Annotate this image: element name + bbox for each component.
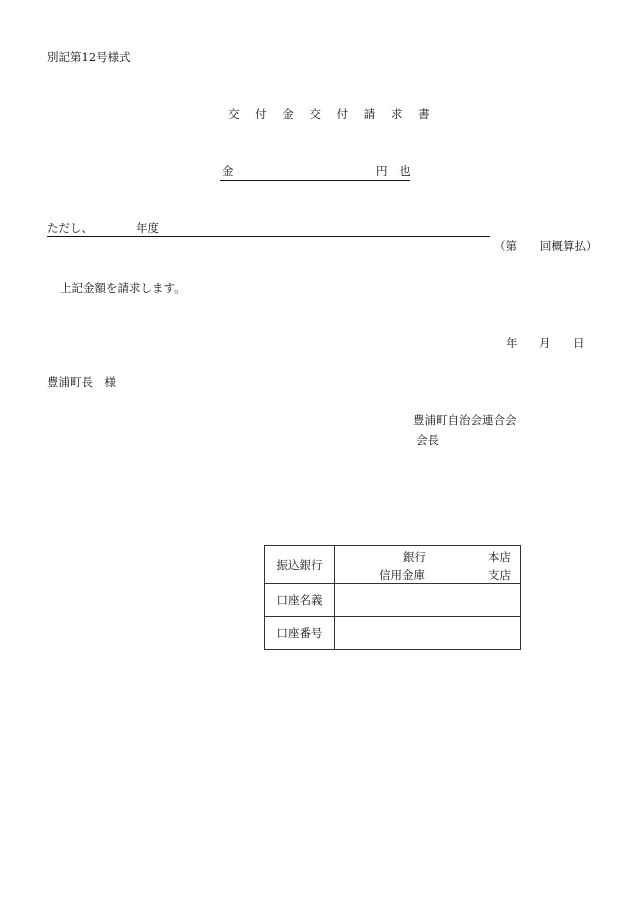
- bank-honten-label: 本店: [488, 550, 511, 564]
- bank-transfer-table: [264, 545, 521, 650]
- date-day-label: 日: [573, 336, 585, 350]
- account-number-field: [335, 617, 521, 650]
- addressee: 豊浦町長 様: [47, 375, 116, 389]
- account-number-label: 口座番号: [265, 617, 335, 650]
- date-year-label: 年: [506, 336, 518, 350]
- account-name-label: 口座名義: [265, 584, 335, 617]
- bank-row: [265, 546, 521, 584]
- date-month-label: 月: [539, 336, 551, 350]
- installment-note: （第 回概算払）: [494, 239, 598, 253]
- applicant-role: 会長: [416, 433, 439, 447]
- request-text: 上記金額を請求します。: [60, 281, 186, 295]
- bank-ginko-label: 銀行: [403, 550, 426, 564]
- bank-shiten-label: 支店: [488, 568, 511, 582]
- amount-prefix: 金: [222, 164, 234, 178]
- account-name-field: [335, 584, 521, 617]
- form-number: 別記第12号様式: [47, 50, 131, 64]
- amount-suffix: 円 也: [376, 164, 415, 178]
- bank-name-field: [335, 546, 521, 584]
- applicant-organization: 豊浦町自治会連合会: [413, 413, 517, 427]
- account-name-row: [265, 584, 521, 617]
- purpose-prefix: ただし、: [47, 221, 93, 235]
- purpose-underline: [47, 223, 490, 237]
- account-number-row: [265, 617, 521, 650]
- document-title: 交 付 金 交 付 請 求 書: [228, 107, 436, 121]
- bank-label: 振込銀行: [265, 546, 335, 584]
- purpose-year-label: 年度: [136, 221, 159, 235]
- bank-shinkin-label: 信用金庫: [379, 568, 425, 582]
